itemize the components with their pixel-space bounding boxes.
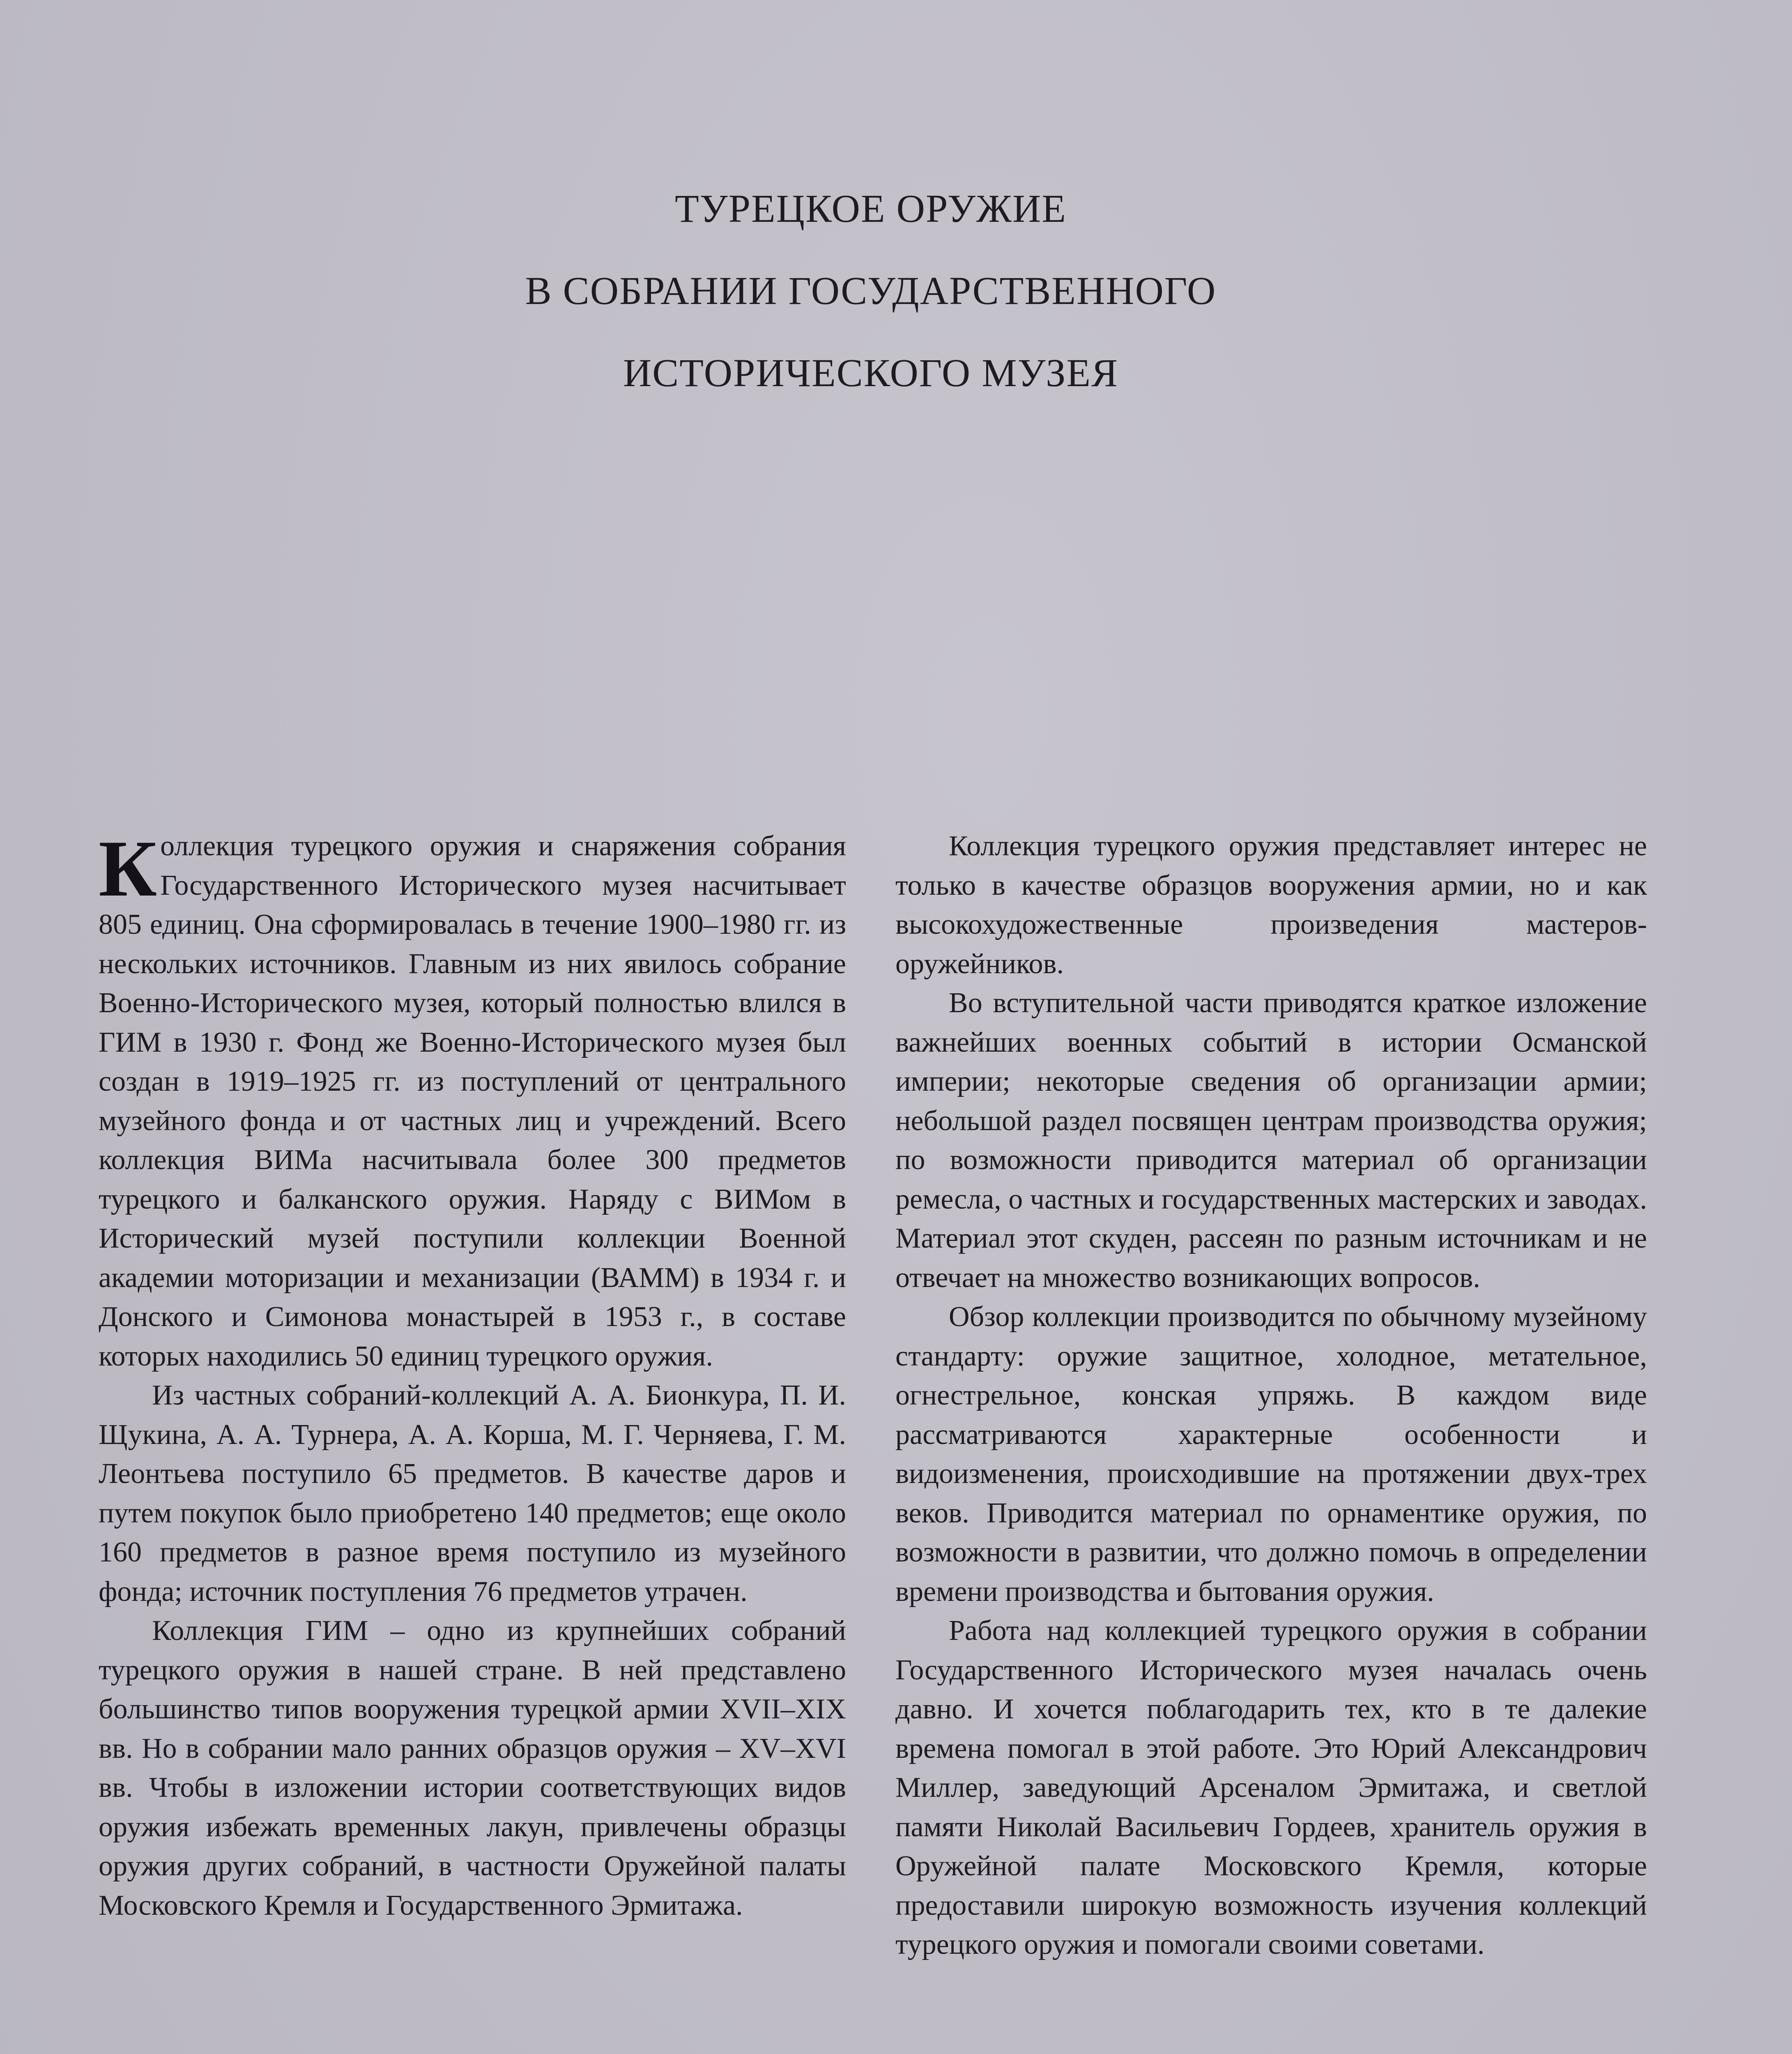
title-line-3: ИСТОРИЧЕСКОГО МУЗЕЯ xyxy=(623,351,1119,395)
left-text-column xyxy=(99,824,846,1925)
right-paragraph-1: Коллекция турецкого оружия представляет интерес не только в качестве образцов вооружения армии, но и как высокохудожественные произведения мастеров-оружейников. xyxy=(895,830,1647,980)
title-line-2: В СОБРАНИИ ГОСУДАРСТВЕННОГО xyxy=(525,269,1217,313)
title-line-1: ТУРЕЦКОЕ ОРУЖИЕ xyxy=(675,187,1067,230)
left-paragraph-1-text: оллекция турецкого оружия и снаряжения собрания Государственного Исторического музея насчитывает 805 единиц. Она сформировалась в течение 1900–1980 гг. из нескольких источников. Главным из них явилось собрание Военно-Исторического музея, который полностью влился в ГИМ в 1930 г. Фонд же Военно-Исторического музея был создан в 1919–1925 гг. из поступлений от центрального музейного фонда и от частных лиц и учреждений. Всего коллекция ВИМа насчитывала более 300 предметов турецкого и балканского оружия. Наряду с ВИМом в Исторический музей поступили коллекции Военной академии моторизации и механизации (ВАММ) в 1934 г. и Донского и Симонова монастырей в 1953 г., в составе которых находились 50 единиц турецкого оружия. xyxy=(99,830,846,1372)
page-title xyxy=(205,168,1536,414)
right-text-column xyxy=(895,827,1647,1964)
right-paragraph-3: Обзор коллекции производится по обычному музейному стандарту: оружие защитное, холодное, метательное, огнестрельное, конская упряжь. В каждом виде рассматриваются характерные особенности и видоизменения, происходившие на протяжении двух-трех веков. Приводится материал по орнаментике оружия, по возможности в развитии, что должно помочь в определении времени производства и бытования оружия. xyxy=(895,1301,1647,1607)
right-paragraph-2: Во вступительной части приводятся краткое изложение важнейших военных событий в истории Османской империи; некоторые сведения об организации армии; небольшой раздел посвящен центрам производства оружия; по возможности приводится материал об организации ремесла, о частных и государственных мастерских и заводах. Материал этот скуден, рассеян по разным источникам и не отвечает на множество возникающих вопросов. xyxy=(895,987,1647,1294)
right-paragraph-4: Работа над коллекцией турецкого оружия в собрании Государственного Исторического музея началась очень давно. И хочется поблагодарить тех, кто в те далекие времена помогал в этой работе. Это Юрий Александрович Миллер, заведующий Арсеналом Эрмитажа, и светлой памяти Николай Васильевич Гордеев, хранитель оружия в Оружейной палате Московского Кремля, которые предоставили широкую возможность изучения коллекций турецкого оружия и помогали своими советами. xyxy=(895,1615,1647,1960)
left-paragraph-3: Коллекция ГИМ – одно из крупнейших собраний турецкого оружия в нашей стране. В ней представлено большинство типов вооружения турецкой армии XVII–XIX вв. Но в собрании мало ранних образцов оружия – XV–XVI вв. Чтобы в изложении истории соответствующих видов оружия избежать временных лакун, привлечены образцы оружия других собраний, в частности Оружейной палаты Московского Кремля и Государственного Эрмитажа. xyxy=(99,1615,846,1921)
left-paragraph-2: Из частных собраний-коллекций А. А. Бионкура, П. И. Щукина, А. А. Турнера, А. А. Корша, М. Г. Черняева, Г. М. Леонтьева поступило 65 предметов. В качестве даров и путем покупок было приобретено 140 предметов; еще около 160 предметов в разное время поступило из музейного фонда; источник поступления 76 предметов утрачен. xyxy=(99,1379,846,1607)
drop-cap-letter: К xyxy=(99,824,157,913)
left-paragraph-1 xyxy=(99,824,846,1376)
